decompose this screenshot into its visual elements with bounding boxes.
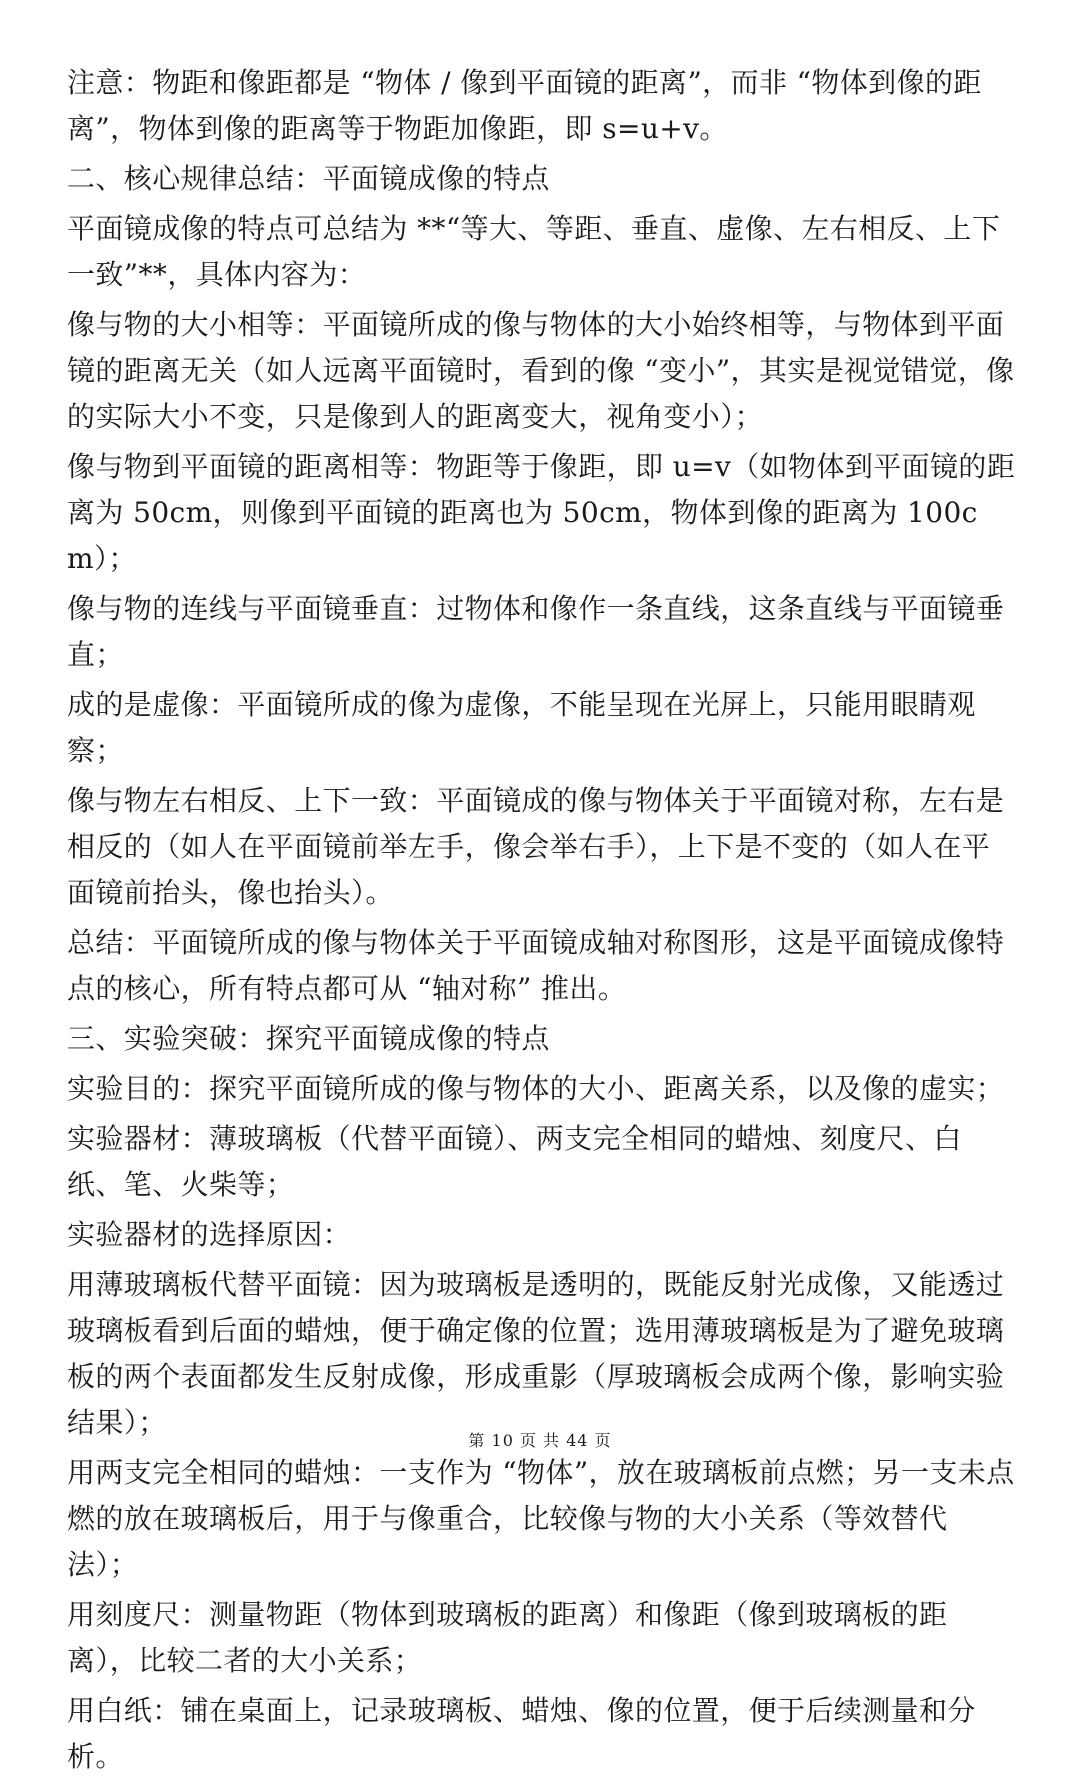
paragraph-white-paper-reason: 用白纸：铺在桌面上，记录玻璃板、蜡烛、像的位置，便于后续测量和分析。 xyxy=(67,1694,976,1773)
paragraph-features-summary: 平面镜成像的特点可总结为 **“等大、等距、垂直、虚像、左右相反、上下一致”**，具体内容为： xyxy=(67,212,1001,291)
section-heading-3: 三、实验突破：探究平面镜成像的特点 xyxy=(67,1022,550,1055)
paragraph-conclusion: 总结：平面镜所成的像与物体关于平面镜成轴对称图形，这是平面镜成像特点的核心，所有特点都可从 “轴对称” 推出。 xyxy=(67,926,1005,1005)
paragraph-note-distance: 注意：物距和像距都是 “物体 / 像到平面镜的距离”，而非 “物体到像的距离”，物体到像的距离等于物距加像距，即 s=u+v。 xyxy=(67,66,982,145)
paragraph-candles-reason: 用两支完全相同的蜡烛：一支作为 “物体”，放在玻璃板前点燃；另一支未点燃的放在玻璃板后，用于与像重合，比较像与物的大小关系（等效替代法）； xyxy=(67,1456,1015,1581)
paragraph-experiment-equipment: 实验器材：薄玻璃板（代替平面镜）、两支完全相同的蜡烛、刻度尺、白纸、笔、火柴等； xyxy=(67,1122,962,1201)
document-page xyxy=(67,60,1017,1780)
paragraph-equal-distance: 像与物到平面镜的距离相等：物距等于像距，即 u=v（如物体到平面镜的距离为 50cm，则像到平面镜的距离也为 50cm，物体到像的距离为 100cm）； xyxy=(67,450,1016,575)
paragraph-perpendicular: 像与物的连线与平面镜垂直：过物体和像作一条直线，这条直线与平面镜垂直； xyxy=(67,592,1005,671)
paragraph-left-right-reversed: 像与物左右相反、上下一致：平面镜成的像与物体关于平面镜对称，左右是相反的（如人在平面镜前举左手，像会举右手），上下是不变的（如人在平面镜前抬头，像也抬头）。 xyxy=(67,784,1005,909)
paragraph-equipment-reasons-heading: 实验器材的选择原因： xyxy=(67,1218,352,1251)
paragraph-glass-plate-reason: 用薄玻璃板代替平面镜：因为玻璃板是透明的，既能反射光成像，又能透过玻璃板看到后面的蜡烛，便于确定像的位置；选用薄玻璃板是为了避免玻璃板的两个表面都发生反射成像，形成重影（厚玻璃板会成两个像，影响实验结果）； xyxy=(67,1268,1005,1439)
section-heading-2: 二、核心规律总结：平面镜成像的特点 xyxy=(67,162,550,195)
paragraph-virtual-image: 成的是虚像：平面镜所成的像为虚像，不能呈现在光屏上，只能用眼睛观察； xyxy=(67,688,976,767)
page-number-footer: 第 10 页 共 44 页 xyxy=(468,1431,612,1450)
paragraph-ruler-reason: 用刻度尺：测量物距（物体到玻璃板的距离）和像距（像到玻璃板的距离），比较二者的大小关系； xyxy=(67,1598,948,1677)
paragraph-equal-size: 像与物的大小相等：平面镜所成的像与物体的大小始终相等，与物体到平面镜的距离无关（如人远离平面镜时，看到的像 “变小”，其实是视觉错觉，像的实际大小不变，只是像到人的距离变大，视角变小）； xyxy=(67,308,1015,433)
paragraph-experiment-purpose: 实验目的：探究平面镜所成的像与物体的大小、距离关系，以及像的虚实； xyxy=(67,1072,1005,1105)
